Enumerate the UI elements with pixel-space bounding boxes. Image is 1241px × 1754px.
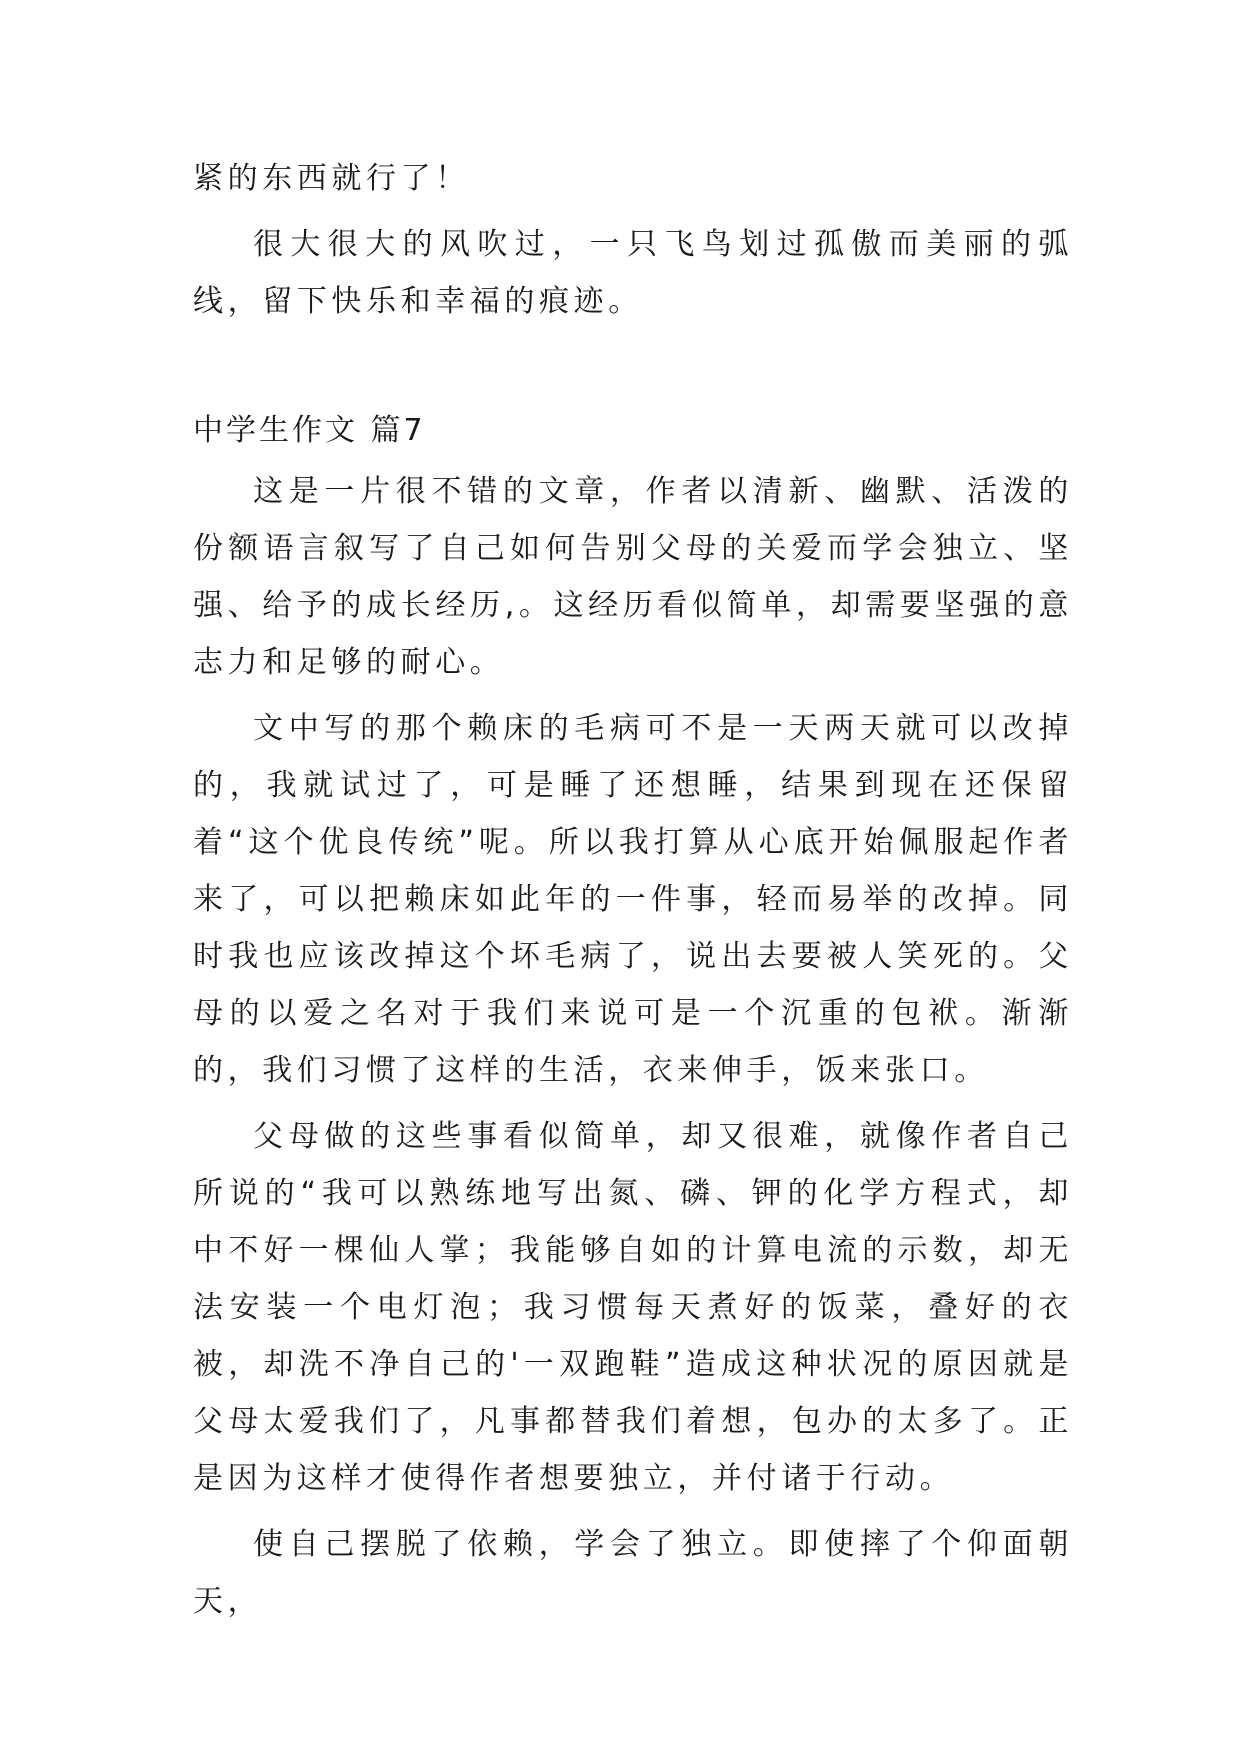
section-heading: 中学生作文 篇7 bbox=[193, 413, 426, 448]
paragraph-lazy-habit: 文中写的那个赖床的毛病可不是一天两天就可以改掉的，我就试过了，可是睡了还想睡，结果到现在还保留着“这个优良传统”呢。所以我打算从心底开始佩服起作者来了，可以把赖床如此年的一件事，轻而易举的改掉。同时我也应该改掉这个坏毛病了，说出去要被人笑死的。父母的以爱之名对于我们来说可是一个沉重的包袱。渐渐的，我们习惯了这样的生活，衣来伸手，饭来张口。 bbox=[193, 711, 1073, 1088]
paragraph-review-intro: 这是一片很不错的文章，作者以清新、幽默、活泼的份额语言叙写了自己如何告别父母的关爱而学会独立、坚强、给予的成长经历,。这经历看似简单，却需要坚强的意志力和足够的耐心。 bbox=[193, 474, 1073, 680]
paragraph-wind: 很大很大的风吹过，一只飞鸟划过孤傲而美丽的弧线，留下快乐和幸福的痕迹。 bbox=[193, 227, 1073, 319]
paragraph-parents: 父母做的这些事看似简单，却又很难，就像作者自己所说的“我可以熟练地写出氮、磷、钾的化学方程式，却中不好一棵仙人掌；我能够自如的计算电流的示数，却无法安装一个电灯泡；我习惯每天煮好的饭菜，叠好的衣被，却洗不净自己的'一双跑鞋”造成这种状况的原因就是父母太爱我们了，凡事都替我们着想，包办的太多了。正是因为这样才使得作者想要独立，并付诸于行动。 bbox=[193, 1119, 1073, 1496]
document-body bbox=[193, 150, 1073, 1639]
paragraph-independence: 使自己摆脱了依赖，学会了独立。即使摔了个仰面朝天， bbox=[193, 1527, 1073, 1619]
paragraph-continuation: 紧的东西就行了！ bbox=[193, 161, 470, 196]
